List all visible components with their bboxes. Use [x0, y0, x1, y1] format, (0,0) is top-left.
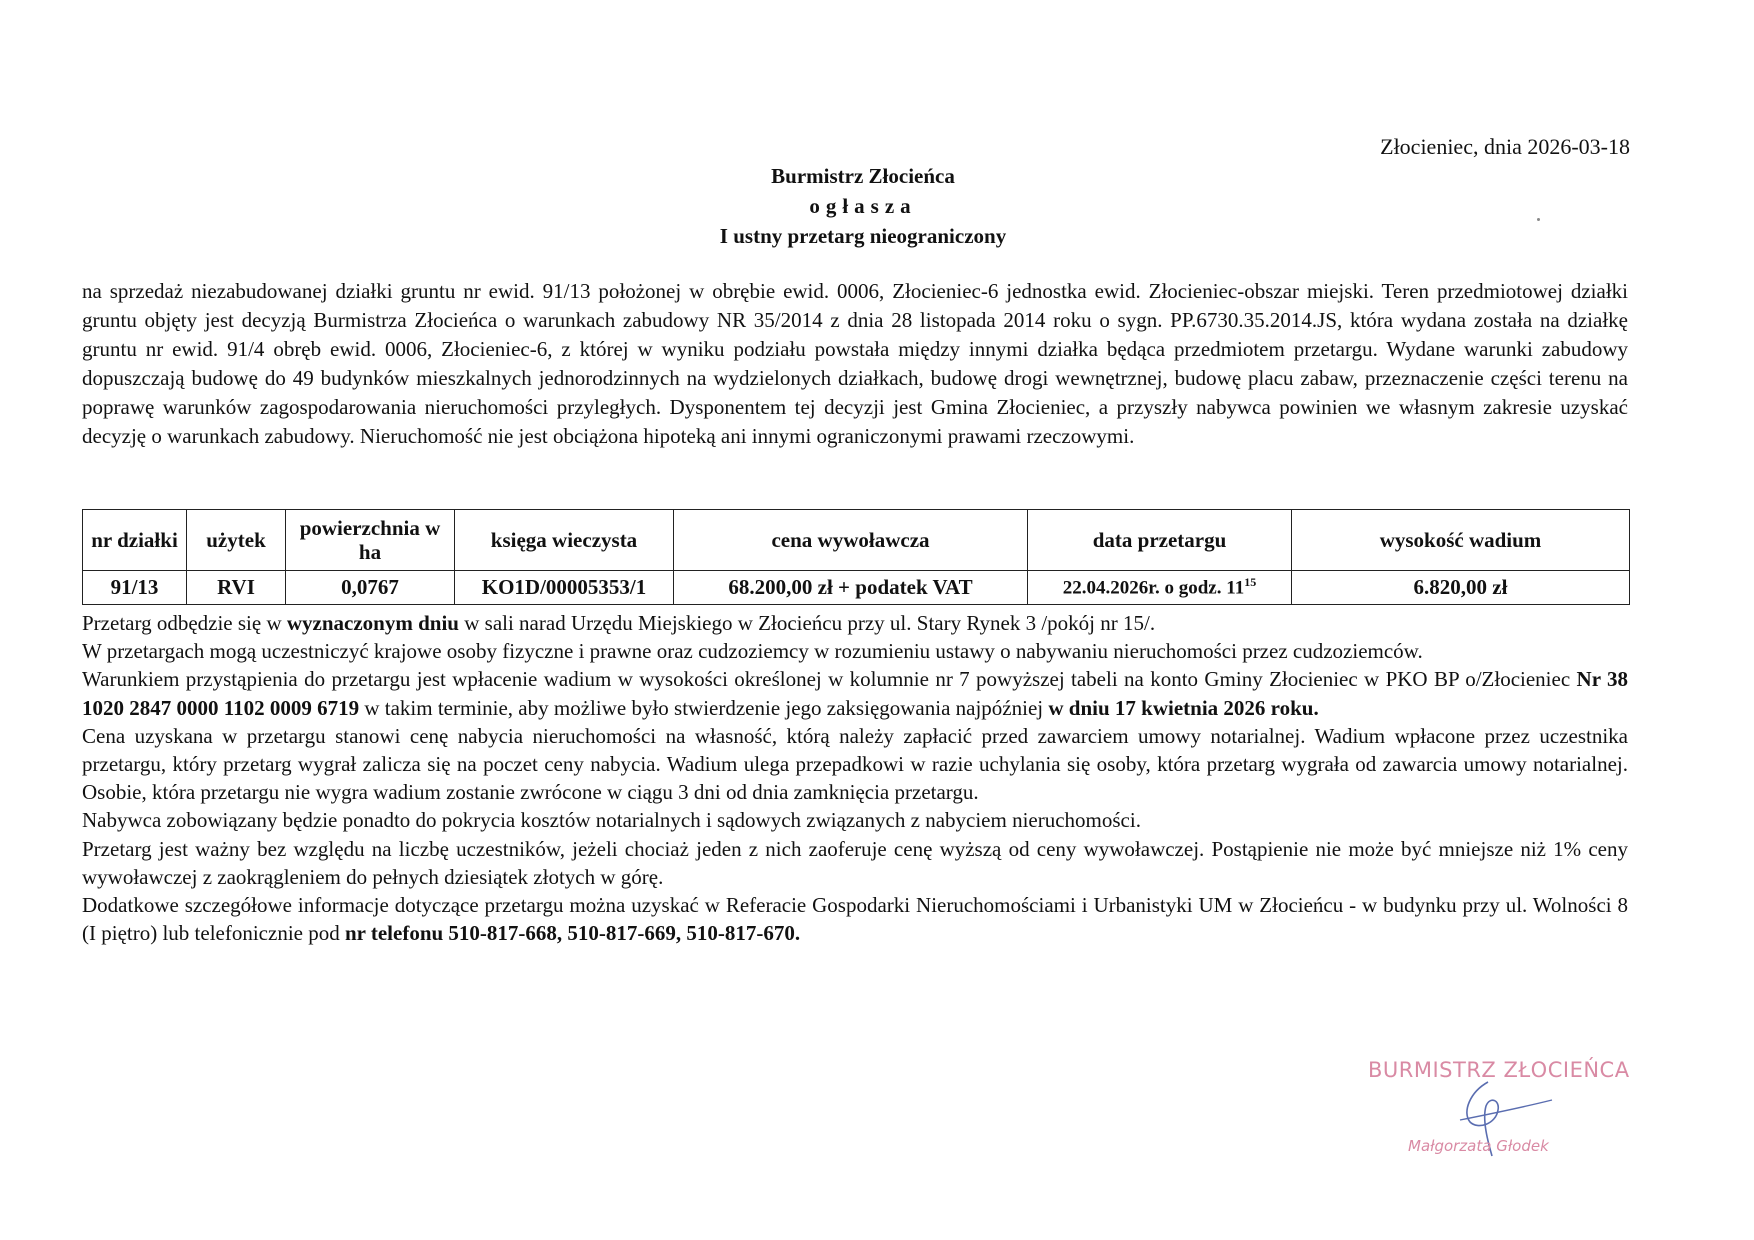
official-stamp-name: Małgorzata Głodek — [1408, 1137, 1549, 1155]
cell-plot-number: 91/13 — [83, 571, 187, 605]
document-date: Złocieniec, dnia 2026-03-18 — [1380, 134, 1630, 159]
table-row — [83, 571, 1630, 605]
deposit-paragraph: Warunkiem przystąpienia do przetargu jest wpłacenie wadium w wysokości określonej w kolumnie nr 7 powyższej tabeli na konto Gminy Złocieniec w PKO BP o/Złocieniec Nr 38 1020 2847 0000 1102 0009 6719 w takim terminie, aby możliwe było stwierdzenie jego zaksięgowania najpóźniej w dniu 17 kwietnia 2026 roku. — [82, 667, 1628, 720]
issuer-heading: Burmistrz Złocieńca — [771, 164, 955, 188]
col-header-area: powierzchnia w ha — [286, 510, 455, 571]
col-header-land-register: księga wieczysta — [455, 510, 674, 571]
eligibility-paragraph: W przetargach mogą uczestniczyć krajowe osoby fizyczne i prawne oraz cudzoziemcy w rozumieniu ustawy o nabywaniu nieruchomości przez cudzoziemców. — [82, 639, 1423, 664]
col-header-plot-number: nr działki — [83, 510, 187, 571]
col-header-land-use: użytek — [187, 510, 286, 571]
costs-paragraph: Nabywca zobowiązany będzie ponadto do pokrycia kosztów notarialnych i sądowych związanych z nabyciem nieruchomości. — [82, 808, 1141, 833]
price-paragraph: Cena uzyskana w przetargu stanowi cenę nabycia nieruchomości na własność, którą należy zapłacić przed zawarciem umowy notarialnej. Wadium wpłacone przez uczestnika przetargu, który przetarg wygrał zalicza się na poczet ceny nabycia. Wadium ulega przepadkowi w razie uchylania się osoby, która przetarg wygrała od zawarcia umowy notarialnej. Osobie, która przetargu nie wygra wadium zostanie zwrócone w ciągu 3 dni od dnia zamknięcia przetargu. — [82, 723, 1628, 805]
cell-deposit: 6.820,00 zł — [1292, 571, 1630, 605]
phone-numbers: nr telefonu 510-817-668, 510-817-669, 510-817-670. — [344, 921, 801, 946]
tender-title: I ustny przetarg nieograniczony — [719, 224, 1007, 248]
cell-area: 0,0767 — [286, 571, 455, 605]
bank-account-number: Nr 38 1020 2847 0000 1102 0009 6719 — [82, 667, 1628, 720]
announces-heading: ogłasza — [809, 194, 917, 218]
tender-date-text: 22.04.2026r. o godz. 11 — [1062, 577, 1245, 599]
cell-land-use: RVI — [187, 571, 286, 605]
tender-location-paragraph: Przetarg odbędzie się w wyznaczonym dniu w sali narad Urzędu Miejskiego w Złocieńcu przy ul. Stary Rynek 3 /pokój nr 15/. — [82, 611, 1156, 635]
contact-paragraph: Dodatkowe szczegółowe informacje dotyczące przetargu można uzyskać w Referacie Gospodarki Nieruchomościami i Urbanistyki UM w Złocieńcu - w budynku przy ul. Wolności 8 (I piętro) lub telefonicznie pod nr telefonu 510-817-668, 510-817-669, 510-817-670. — [82, 893, 1628, 946]
table-header-row — [83, 510, 1630, 571]
col-header-tender-date: data przetargu — [1028, 510, 1292, 571]
cell-tender-date — [1028, 571, 1292, 605]
col-header-deposit: wysokość wadium — [1292, 510, 1630, 571]
cell-land-register: KO1D/00005353/1 — [455, 571, 674, 605]
deposit-deadline: w dniu 17 kwietnia 2026 roku. — [1048, 695, 1319, 720]
intro-paragraph: na sprzedaż niezabudowanej działki gruntu nr ewid. 91/13 położonej w obrębie ewid. 0006, Złocieniec-6 jednostka ewid. Złocieniec-obszar miejski. Teren przedmiotowej działki gruntu objęty jest decyzją Burmistrza Złocieńca o warunkach zabudowy NR 35/2014 z dnia 28 listopada 2014 roku o sygn. PP.6730.35.2014.JS, która wydana została na działkę gruntu nr ewid. 91/4 obręb ewid. 0006, Złocieniec-6, z której w wyniku podziału powstała między innymi działka będąca przedmiotem przetargu. Wydane warunki zabudowy dopuszczają budowę do 49 budynków mieszkalnych jednorodzinnych na wydzielonych działkach, budowę drogi wewnętrznej, budowę placu zabaw, przeznaczenie części terenu na poprawę warunków zagospodarowania nieruchomości przyległych. Dysponentem tej decyzji jest Gmina Złocieniec, a przyszły nabywca powinien we własnym zakresie uzyskać decyzję o warunkach zabudowy. Nieruchomość nie jest obciążona hipoteką ani innymi ograniczonymi prawami rzeczowymi. — [82, 279, 1628, 448]
cell-starting-price: 68.200,00 zł + podatek VAT — [674, 571, 1028, 605]
tender-time-minutes: 15 — [1244, 575, 1257, 590]
col-header-starting-price: cena wywoławcza — [674, 510, 1028, 571]
plot-table — [82, 509, 1630, 605]
official-stamp-title: BURMISTRZ ZŁOCIEŃCA — [1368, 1058, 1630, 1082]
scan-speck — [1537, 218, 1540, 221]
validity-paragraph: Przetarg jest ważny bez względu na liczbę uczestników, jeżeli chociaż jeden z nich zaoferuje cenę wyższą od ceny wywoławczej. Postąpienie nie może być mniejsze niż 1% ceny wywoławczej z zaokrągleniem do pełnych dziesiątek złotych w górę. — [82, 836, 1628, 889]
terms-body — [82, 609, 1628, 947]
